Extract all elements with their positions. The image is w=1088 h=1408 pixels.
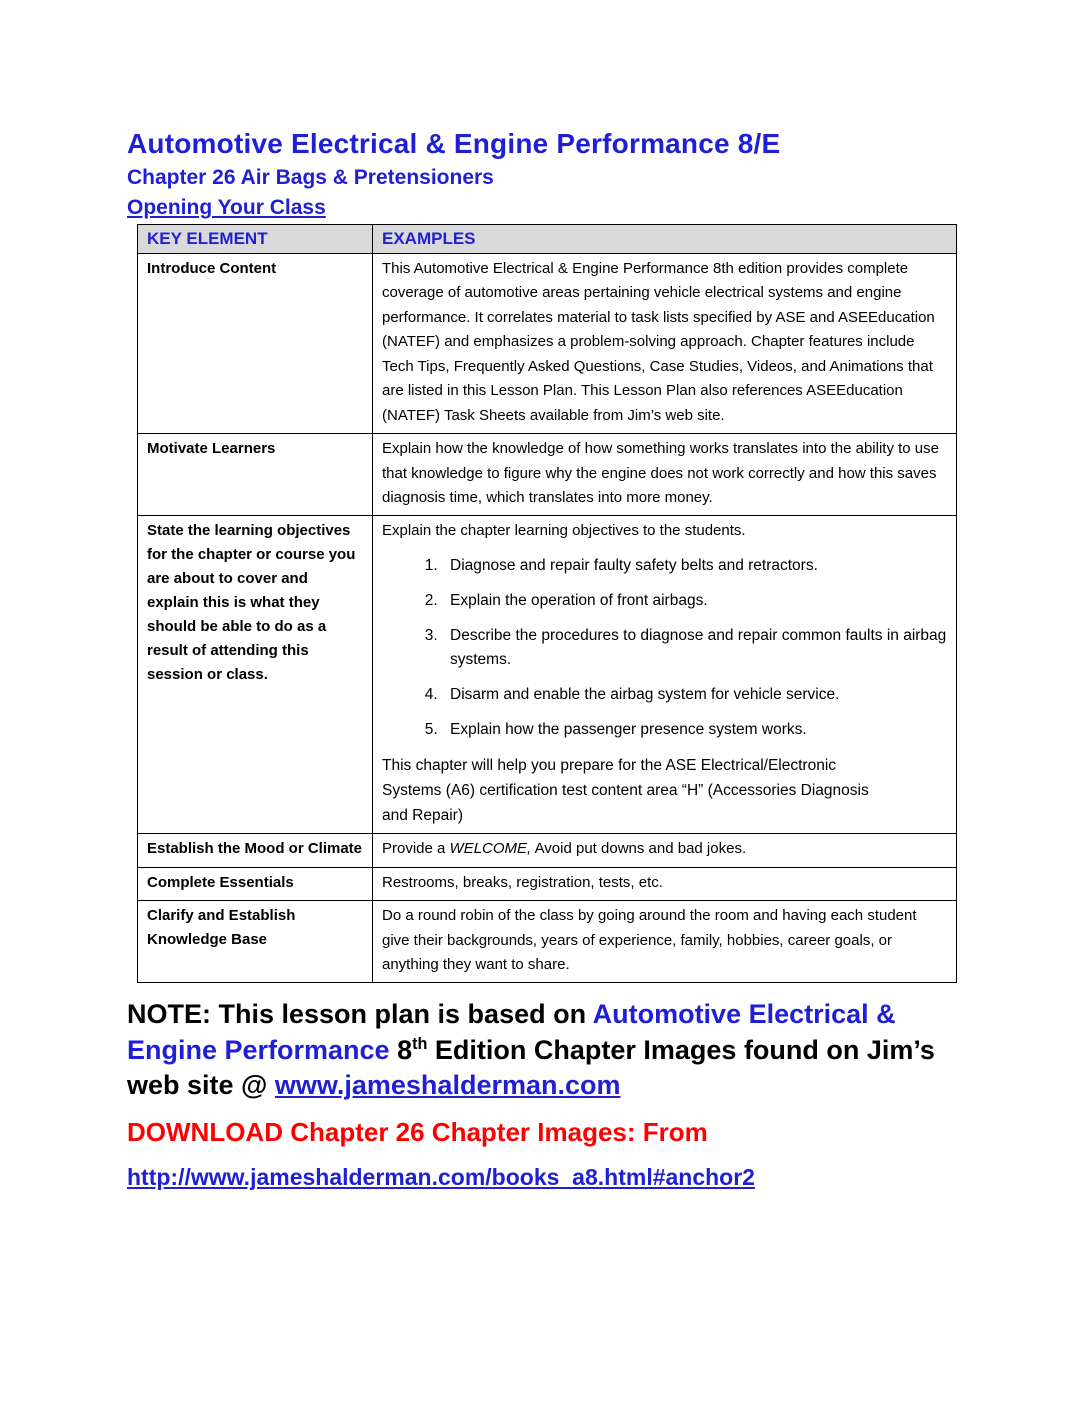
example-cell (373, 867, 957, 900)
table-row (138, 834, 957, 867)
key-element-cell: Clarify and Establish Knowledge Base (138, 901, 373, 983)
objective-item: 1. Diagnose and repair faulty safety belts and retractors. (442, 554, 947, 578)
example-cell (373, 901, 957, 983)
table-row (138, 901, 957, 983)
note-text-2: 8 (389, 1034, 413, 1065)
key-element-cell: State the learning objectives for the chapter or course you are about to cover and explain this is what they should be able to do as a result of attending this session or class. (138, 516, 373, 834)
key-element-cell: Establish the Mood or Climate (138, 834, 373, 867)
example-text: Restrooms, breaks, registration, tests, etc. (382, 873, 663, 891)
note-text-1: NOTE: This lesson plan is based on (127, 999, 593, 1030)
objectives-list (382, 554, 947, 742)
welcome-prefix: Provide a (382, 840, 450, 858)
welcome-suffix: Avoid put downs and bad jokes. (531, 840, 747, 858)
web-site-link[interactable]: www.jameshalderman.com (274, 1069, 621, 1100)
key-element-cell: Motivate Learners (138, 434, 373, 516)
welcome-italic: WELCOME, (449, 840, 532, 858)
example-text (382, 837, 947, 861)
objective-item: 5. Explain how the passenger presence system works. (442, 718, 947, 742)
objective-item: 4. Disarm and enable the airbag system for vehicle service. (442, 683, 947, 707)
section-heading: Opening Your Class (127, 196, 326, 219)
table-row (138, 434, 957, 516)
objectives-closing: This chapter will help you prepare for the ASE Electrical/Electronic Systems (A6) certification test content area “H” (Accessories Diagnosis and Repair) (382, 756, 869, 824)
download-url-link[interactable]: http://www.jameshalderman.com/books_a8.html#anchor2 (127, 1163, 755, 1190)
key-element-cell: Complete Essentials (138, 867, 373, 900)
objective-item: 2. Explain the operation of front airbags. (442, 589, 947, 613)
example-cell (373, 834, 957, 867)
note-superscript: th (412, 1034, 428, 1053)
column-header-key-element: KEY ELEMENT (138, 225, 373, 254)
note-paragraph (127, 997, 962, 1102)
example-cell (373, 516, 957, 834)
table-row (138, 867, 957, 900)
note-text-3: Edition Chapter Images found on Jim’s web site @ (127, 1034, 935, 1100)
page-title: Automotive Electrical & Engine Performance 8/E (127, 128, 781, 159)
example-cell (373, 254, 957, 434)
column-header-examples: EXAMPLES (373, 225, 957, 254)
example-text: Explain how the knowledge of how something works translates into the ability to use that knowledge to figure why the engine does not work correctly and how this saves diagnosis time, which translates into more money. (382, 440, 939, 506)
example-cell (373, 434, 957, 516)
example-text: This Automotive Electrical & Engine Performance 8th edition provides complete coverage of automotive areas pertaining vehicle electrical systems and engine performance. It correlates material to task lists specified by ASE and ASEEducation (NATEF) and emphasizes a problem-solving approach. Chapter features include Tech Tips, Frequently Asked Questions, Case Studies, Videos, and Animations that are listed in this Lesson Plan. This Lesson Plan also references ASEEducation (NATEF) Task Sheets available from Jim’s web site. (382, 260, 935, 424)
chapter-subtitle: Chapter 26 Air Bags & Pretensioners (127, 166, 494, 189)
table-header-row (138, 225, 957, 254)
table-row (138, 254, 957, 434)
download-label: DOWNLOAD Chapter 26 Chapter Images: From (127, 1116, 708, 1147)
note-book-title: Automotive Electrical & Engine Performance (127, 999, 896, 1065)
key-element-cell: Introduce Content (138, 254, 373, 434)
objectives-intro: Explain the chapter learning objectives to the students. (382, 522, 746, 540)
table-row (138, 516, 957, 834)
objective-item: 3. Describe the procedures to diagnose and repair common faults in airbag systems. (442, 624, 947, 672)
example-text: Do a round robin of the class by going around the room and having each student give their backgrounds, years of experience, family, hobbies, career goals, or anything they want to share. (382, 907, 917, 974)
lesson-plan-table (137, 224, 957, 983)
